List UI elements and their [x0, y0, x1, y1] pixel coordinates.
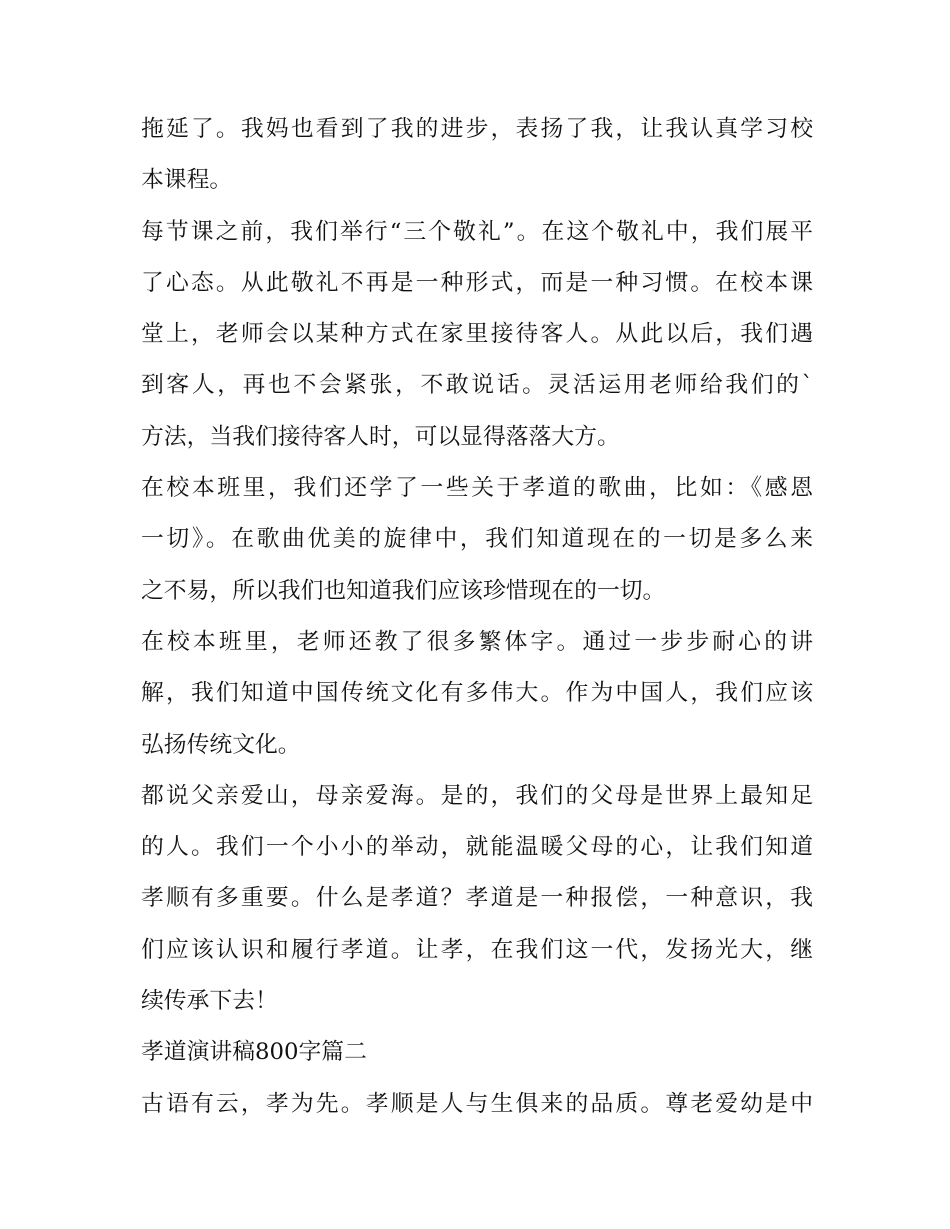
text-line: 孝顺有多重要。什么是孝道？孝道是一种报偿，一种意识，我	[141, 885, 813, 912]
text-line: 方法，当我们接待客人时，可以显得落落大方。	[141, 423, 620, 450]
text-line: 们应该认识和履行孝道。让孝，在我们这一代，发扬光大，继	[141, 936, 813, 963]
document-body	[141, 104, 813, 1130]
text-line: 古语有云，孝为先。孝顺是人与生俱来的品质。尊老爱幼是中	[141, 1090, 813, 1117]
text-line: 一切》。在歌曲优美的旋律中，我们知道现在的一切是多么来	[141, 526, 813, 553]
text-line: 解，我们知道中国传统文化有多伟大。作为中国人，我们应该	[141, 680, 813, 707]
text-line: 拖延了。我妈也看到了我的进步，表扬了我，让我认真学习校	[141, 116, 813, 142]
text-line: 的人。我们一个小小的举动，就能温暖父母的心，让我们知道	[141, 834, 813, 861]
text-line: 了心态。从此敬礼不再是一种形式，而是一种习惯。在校本课	[141, 269, 813, 296]
text-line: 在校本班里，我们还学了一些关于孝道的歌曲，比如：《感恩	[141, 475, 813, 502]
text-line: 之不易，所以我们也知道我们应该珍惜现在的一切。	[141, 577, 666, 604]
text-line: 到客人，再也不会紧张，不敢说话。灵活运用老师给我们的`	[141, 372, 813, 399]
text-line: 堂上，老师会以某种方式在家里接待客人。从此以后，我们遇	[141, 321, 813, 348]
text-line: 弘扬传统文化。	[141, 731, 301, 758]
text-line: 续传承下去！	[141, 988, 278, 1015]
text-line: 每节课之前，我们举行“三个敬礼”。在这个敬礼中，我们展平	[141, 218, 813, 245]
section-heading: 孝道演讲稿800字篇二	[141, 1039, 367, 1066]
text-line: 都说父亲爱山，母亲爱海。是的，我们的父母是世界上最知足	[141, 782, 813, 809]
text-line: 本课程。	[141, 167, 233, 194]
text-line: 在校本班里，老师还教了很多繁体字。通过一步步耐心的讲	[141, 628, 813, 655]
